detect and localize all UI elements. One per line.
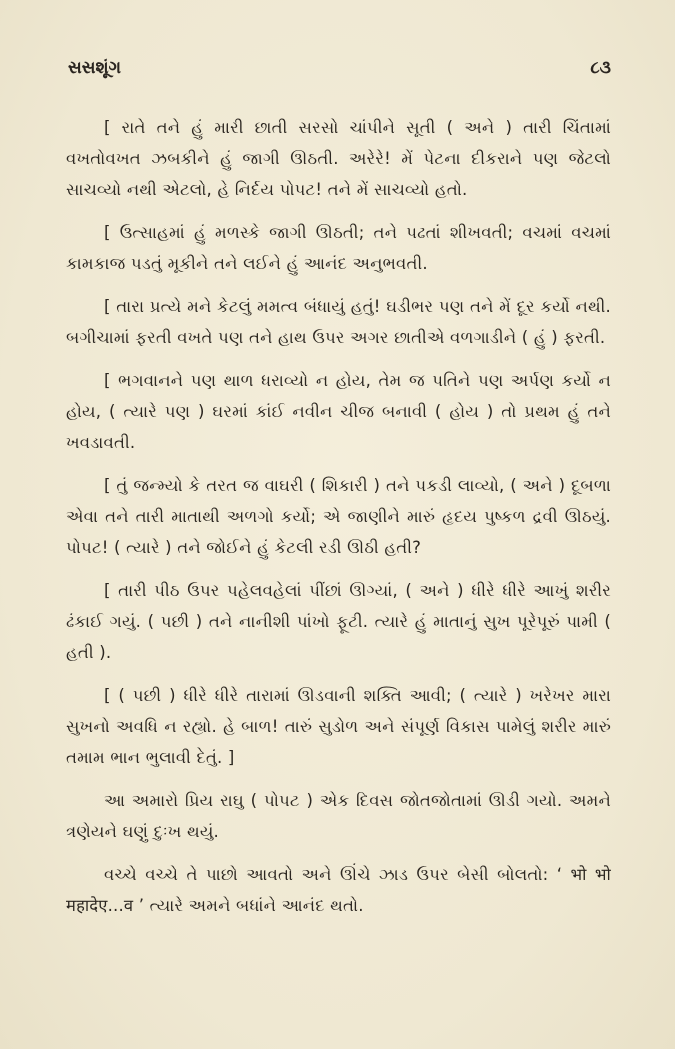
paragraph: [ રાતે તને હું મારી છાતી સરસો ચાંપીને સૂતી ( અને ) તારી ચિંતામાં વખતોવખત ઝબકીને હું જાગી ઊઠતી. અરેરે! મેં પેટના દીકરાને પણ જેટલો સાચવ્યો નથી એટલો, હે નિર્દય પોપટ! તને મેં સાચવ્યો હતો. — [66, 118, 611, 199]
paragraph: [ ભગવાનને પણ થાળ ધરાવ્યો ન હોય, તેમ જ પતિને પણ અર્પણ કર્યો ન હોય, ( ત્યારે પણ ) ઘરમાં કાંઈ નવીન ચીજ બનાવી ( હોય ) તો પ્રથમ હું તને ખવડાવતી. — [66, 371, 611, 452]
paragraph: [ તું જન્મ્યો કે તરત જ વાઘરી ( શિકારી ) તને પકડી લાવ્યો, ( અને ) દૂબળા એવા તને તારી માતાથી અળગો કર્યો; એ જાણીને મારું હૃદય પુષ્કળ દ્રવી ઊઠયું. પોપટ! ( ત્યારે ) તને જોઈને હું કેટલી રડી ઊઠી હતી? — [66, 476, 611, 557]
paragraph: [ ( પછી ) ધીરે ધીરે તારામાં ઊડવાની શક્તિ આવી; ( ત્યારે ) ખરેખર મારા સુખનો અવધિ ન રહ્યો. હે બાળ! તારું સુડોળ અને સંપૂર્ણ વિકાસ પામેલું શરીર મારું તમામ ભાન ભુલાવી દેતું. ] — [66, 686, 611, 767]
paragraph: [ તારા પ્રત્યે મને કેટલું મમત્વ બંધાયું હતું! ઘડીભર પણ તને મેં દૂર કર્યો નથી. બગીચામાં ફરતી વખતે પણ તને હાથ ઉપર અગર છાતીએ વળગાડીને ( હું ) ફરતી. — [66, 297, 611, 347]
page-header — [68, 58, 611, 88]
body-text — [66, 112, 611, 933]
paragraph: વચ્ચે વચ્ચે તે પાછો આવતો અને ઊંચે ઝાડ ઉપર બેસી બોલતો: ‘ भो भो महादेए...व ’ ત્યારે અમને બધાંને આનંદ થતો. — [66, 865, 611, 915]
running-title: સસશૂંગ — [68, 58, 122, 78]
paragraph: [ તારી પીઠ ઉપર પહેલવહેલાં પીંછાં ઊગ્યાં, ( અને ) ધીરે ધીરે આખું શરીર ઢંકાઈ ગયું. ( પછી ) તને નાનીશી પાંખો ફૂટી. ત્યારે હું માતાનું સુખ પૂરેપૂરું પામી ( હતી ). — [66, 581, 611, 662]
paragraph: [ ઉત્સાહમાં હું મળસ્કે જાગી ઊઠતી; તને પઢતાં શીખવતી; વચમાં વચમાં કામકાજ પડતું મૂકીને તને લઈને હું આનંદ અનુભવતી. — [66, 223, 611, 273]
paragraph: આ અમારો પ્રિય રાઘુ ( પોપટ ) એક દિવસ જોતજોતામાં ઊડી ગયો. અમને ત્રણેયને ઘણું દુઃખ થયું. — [66, 791, 611, 841]
page-number: ૮૩ — [590, 58, 611, 78]
